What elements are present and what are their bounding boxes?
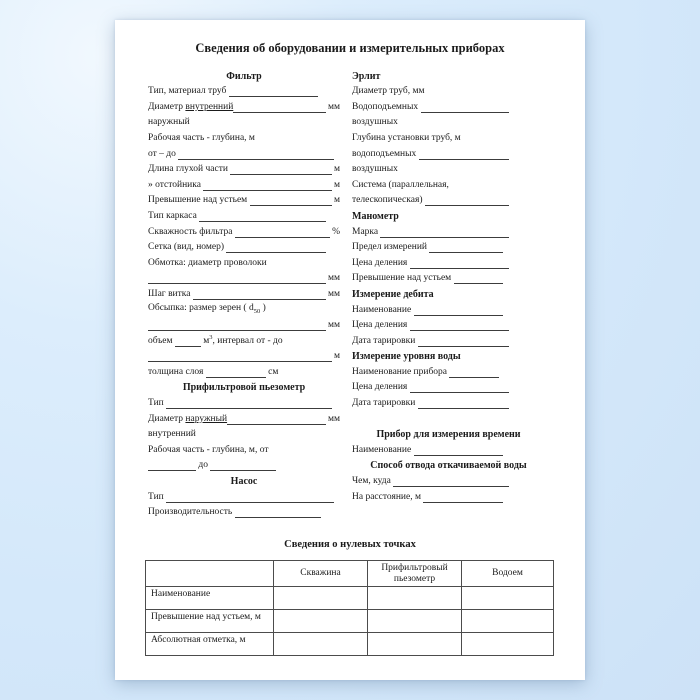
fill-in-blank bbox=[229, 88, 318, 97]
field-label: Тип, материал труб bbox=[148, 86, 229, 97]
form-line bbox=[148, 318, 340, 334]
spacer bbox=[503, 283, 545, 284]
form-line bbox=[148, 84, 340, 100]
form-line bbox=[148, 333, 340, 349]
fill-in-blank bbox=[423, 494, 503, 503]
form-line bbox=[148, 364, 340, 380]
form-line bbox=[148, 505, 340, 521]
field-label: Тип каркаса bbox=[148, 210, 200, 221]
fill-in-blank bbox=[410, 384, 509, 393]
section-header-label: Прифильтровой пьезометр bbox=[182, 382, 306, 394]
form-line bbox=[352, 146, 545, 162]
fill-in-blank bbox=[414, 307, 503, 316]
field-label: водоподъемных bbox=[352, 148, 419, 159]
fill-in-blank bbox=[166, 400, 332, 409]
field-label: Наименование bbox=[352, 444, 414, 455]
form-line bbox=[352, 99, 545, 115]
field-label: от – до bbox=[148, 148, 179, 159]
data-cell bbox=[368, 587, 462, 610]
form-line bbox=[148, 286, 340, 302]
spacer bbox=[509, 392, 545, 393]
field-label: Шаг витка bbox=[148, 288, 193, 299]
field-label: мм bbox=[325, 413, 340, 424]
form-line bbox=[352, 115, 545, 131]
fill-in-blank bbox=[235, 229, 330, 238]
spacer bbox=[326, 221, 340, 222]
spacer bbox=[509, 112, 545, 113]
field-label: Чем, куда bbox=[352, 476, 394, 487]
spacer bbox=[334, 159, 340, 160]
row-label-cell: Превышение над устьем, м bbox=[146, 610, 274, 633]
form-line bbox=[148, 193, 340, 209]
fill-in-blank bbox=[203, 182, 331, 191]
form-line bbox=[148, 489, 340, 505]
form-line bbox=[148, 271, 340, 287]
field-label: Превышение над устьем bbox=[352, 273, 454, 284]
field-label: Наименование bbox=[352, 304, 414, 315]
form-line bbox=[352, 240, 545, 256]
form-line bbox=[148, 349, 340, 365]
spacer bbox=[509, 205, 545, 206]
form-line bbox=[352, 364, 545, 380]
row-label-cell: Наименование bbox=[146, 587, 274, 610]
right-column bbox=[352, 68, 545, 520]
field-label: Дата тарировки bbox=[352, 335, 418, 346]
spacer bbox=[509, 408, 545, 409]
header-cell: Водоем bbox=[462, 561, 554, 587]
data-cell bbox=[462, 633, 554, 656]
section-header bbox=[352, 349, 545, 365]
form-line bbox=[352, 473, 545, 489]
field-label: воздушных bbox=[352, 164, 398, 175]
fill-in-blank bbox=[148, 275, 326, 284]
spacer bbox=[503, 315, 545, 316]
fill-in-blank bbox=[410, 260, 509, 269]
form-line bbox=[352, 130, 545, 146]
field-label: мм bbox=[325, 320, 340, 331]
field-label: Длина глухой части bbox=[148, 164, 231, 175]
fill-in-blank bbox=[193, 291, 326, 300]
spacer bbox=[334, 502, 340, 503]
fill-in-blank bbox=[421, 104, 509, 113]
row-label-cell: Абсолютная отметка, м bbox=[146, 633, 274, 656]
field-label: Производительность bbox=[148, 507, 235, 518]
field-label: Предел измерений bbox=[352, 242, 430, 253]
section-header-label: Насос bbox=[230, 476, 258, 488]
field-label: Рабочая часть - глубина, м, от bbox=[148, 444, 269, 455]
section-header bbox=[148, 380, 340, 396]
fill-in-blank bbox=[175, 338, 201, 347]
section-header-label: Манометр bbox=[352, 210, 399, 222]
form-line bbox=[352, 302, 545, 318]
field-label: мм bbox=[325, 273, 340, 284]
field-label: Дата тарировки bbox=[352, 398, 418, 409]
fill-in-blank bbox=[233, 104, 325, 113]
section-header bbox=[148, 68, 340, 84]
field-label: % bbox=[329, 226, 340, 237]
form-line bbox=[148, 255, 340, 271]
section-header bbox=[352, 427, 545, 443]
field-label: Превышение над устьем bbox=[148, 195, 250, 206]
fill-in-blank bbox=[429, 244, 503, 253]
header-cell: Скважина bbox=[274, 561, 368, 587]
section-header-label: Фильтр bbox=[226, 70, 262, 82]
spacer bbox=[318, 96, 340, 97]
field-label: Цена деления bbox=[352, 382, 410, 393]
fill-in-blank bbox=[178, 151, 334, 160]
form-line bbox=[352, 395, 545, 411]
spacer bbox=[503, 455, 545, 456]
field-label: Тип bbox=[148, 398, 167, 409]
field-label: мм bbox=[325, 101, 340, 112]
spacer bbox=[509, 268, 545, 269]
field-label: Цена деления bbox=[352, 320, 410, 331]
spacer bbox=[509, 346, 545, 347]
form-line bbox=[352, 318, 545, 334]
fill-in-blank bbox=[393, 478, 509, 487]
form-columns bbox=[148, 68, 545, 520]
form-line bbox=[148, 115, 340, 131]
field-label: Тип bbox=[148, 491, 167, 502]
form-line bbox=[352, 255, 545, 271]
form-line bbox=[148, 224, 340, 240]
field-label: Рабочая часть - глубина, м bbox=[148, 132, 255, 143]
form-line bbox=[352, 380, 545, 396]
data-cell bbox=[368, 633, 462, 656]
section-header-label: Эрлит bbox=[352, 70, 381, 82]
form-line bbox=[352, 224, 545, 240]
underlined-label: внутренний bbox=[185, 101, 234, 112]
document-page bbox=[115, 20, 585, 680]
section-header bbox=[352, 208, 545, 224]
fill-in-blank bbox=[227, 416, 326, 425]
form-line bbox=[352, 333, 545, 349]
document-title: Сведения об оборудовании и измерительных приборах bbox=[195, 41, 505, 55]
spacer bbox=[499, 377, 545, 378]
form-line bbox=[352, 162, 545, 178]
form-line bbox=[352, 193, 545, 209]
field-label: воздушных bbox=[352, 117, 398, 128]
form-line bbox=[352, 84, 545, 100]
field-label: Наименование прибора bbox=[352, 366, 450, 377]
header-cell: Прифильтровый пьезометр bbox=[368, 561, 462, 587]
form-line bbox=[352, 177, 545, 193]
underlined-label: наружный bbox=[185, 413, 228, 424]
section-header-label: Измерение уровня воды bbox=[352, 351, 461, 363]
data-cell bbox=[462, 587, 554, 610]
spacer bbox=[509, 237, 545, 238]
table-row bbox=[146, 610, 554, 633]
zero-points-title: Сведения о нулевых точках bbox=[284, 539, 416, 550]
section-header bbox=[352, 458, 545, 474]
fill-in-blank bbox=[226, 244, 326, 253]
field-label: Диаметр труб, мм bbox=[352, 86, 425, 97]
section-header-label: Измерение дебита bbox=[352, 288, 434, 300]
section-header-label: Прибор для измерения времени bbox=[376, 429, 521, 441]
form-line bbox=[148, 395, 340, 411]
fill-in-blank bbox=[148, 462, 196, 471]
data-cell bbox=[462, 610, 554, 633]
field-label: Цена деления bbox=[352, 257, 410, 268]
field-label: см bbox=[265, 366, 279, 377]
form-line bbox=[148, 99, 340, 115]
field-label: Диаметр наружный bbox=[148, 413, 228, 424]
form-line bbox=[352, 489, 545, 505]
fill-in-blank bbox=[148, 322, 326, 331]
section-header bbox=[352, 286, 545, 302]
fill-in-blank bbox=[410, 322, 509, 331]
fill-in-blank bbox=[418, 400, 509, 409]
field-label: Глубина установки труб, м bbox=[352, 132, 461, 143]
field-label: телескопическая) bbox=[352, 195, 425, 206]
fill-in-blank bbox=[414, 447, 503, 456]
field-label: Водоподъемных bbox=[352, 101, 421, 112]
form-line bbox=[148, 162, 340, 178]
form-line bbox=[148, 411, 340, 427]
data-cell bbox=[274, 633, 368, 656]
data-cell bbox=[368, 610, 462, 633]
field-label: м bbox=[331, 195, 340, 206]
field-label: $м^3$, интервал от - до bbox=[200, 333, 283, 346]
fill-in-blank bbox=[210, 462, 276, 471]
table-row bbox=[146, 587, 554, 610]
fill-in-blank bbox=[250, 197, 332, 206]
field-label: наружный bbox=[148, 117, 190, 128]
field-label: Сетка (вид, номер) bbox=[148, 242, 227, 253]
fill-in-blank bbox=[380, 229, 509, 238]
spacer bbox=[509, 486, 545, 487]
field-label: до bbox=[196, 460, 211, 471]
field-label: толщина слоя bbox=[148, 366, 206, 377]
form-line bbox=[148, 427, 340, 443]
fill-in-blank bbox=[206, 369, 266, 378]
field-label: м bbox=[331, 164, 340, 175]
field-label: Система (параллельная, bbox=[352, 179, 449, 190]
field-label: Диаметр внутренний bbox=[148, 101, 234, 112]
table-header-row bbox=[146, 561, 554, 587]
field-label: Скважность фильтра bbox=[148, 226, 235, 237]
spacer bbox=[332, 408, 340, 409]
form-line bbox=[352, 442, 545, 458]
blank-line bbox=[352, 411, 545, 427]
field-label: мм bbox=[325, 288, 340, 299]
spacer bbox=[503, 502, 545, 503]
table-row bbox=[146, 633, 554, 656]
field-label: » отстойника bbox=[148, 179, 204, 190]
field-label: Марка bbox=[352, 226, 381, 237]
spacer bbox=[503, 252, 545, 253]
fill-in-blank bbox=[425, 197, 509, 206]
fill-in-blank bbox=[418, 338, 509, 347]
field-label: Обсыпка: размер зерен ( $d_{50}$ ) bbox=[148, 303, 266, 315]
field-label: м bbox=[331, 179, 340, 190]
fill-in-blank bbox=[166, 494, 334, 503]
spacer bbox=[509, 159, 545, 160]
field-label: На расстояние, м bbox=[352, 491, 424, 502]
fill-in-blank bbox=[148, 353, 332, 362]
form-line bbox=[148, 458, 340, 474]
spacer bbox=[326, 252, 340, 253]
form-line bbox=[148, 302, 340, 318]
fill-in-blank bbox=[235, 509, 321, 518]
form-line bbox=[148, 177, 340, 193]
section-header bbox=[352, 68, 545, 84]
zero-points-table bbox=[145, 560, 554, 656]
fill-in-blank bbox=[199, 213, 326, 222]
section-header bbox=[148, 473, 340, 489]
field-label: Обмотка: диаметр проволоки bbox=[148, 257, 267, 268]
fill-in-blank bbox=[449, 369, 499, 378]
spacer bbox=[509, 330, 545, 331]
form-line bbox=[148, 442, 340, 458]
left-column bbox=[148, 68, 340, 520]
data-cell bbox=[274, 587, 368, 610]
field-label: м bbox=[331, 351, 340, 362]
field-label: объем bbox=[148, 335, 175, 346]
field-label: внутренний bbox=[148, 429, 196, 440]
section-header-label: Способ отвода откачиваемой воды bbox=[370, 460, 527, 472]
data-cell bbox=[274, 610, 368, 633]
form-line bbox=[148, 146, 340, 162]
form-line bbox=[148, 240, 340, 256]
form-line bbox=[352, 271, 545, 287]
form-line bbox=[148, 208, 340, 224]
header-cell bbox=[146, 561, 274, 587]
fill-in-blank bbox=[419, 151, 509, 160]
fill-in-blank bbox=[454, 275, 503, 284]
form-line bbox=[148, 130, 340, 146]
fill-in-blank bbox=[230, 166, 331, 175]
